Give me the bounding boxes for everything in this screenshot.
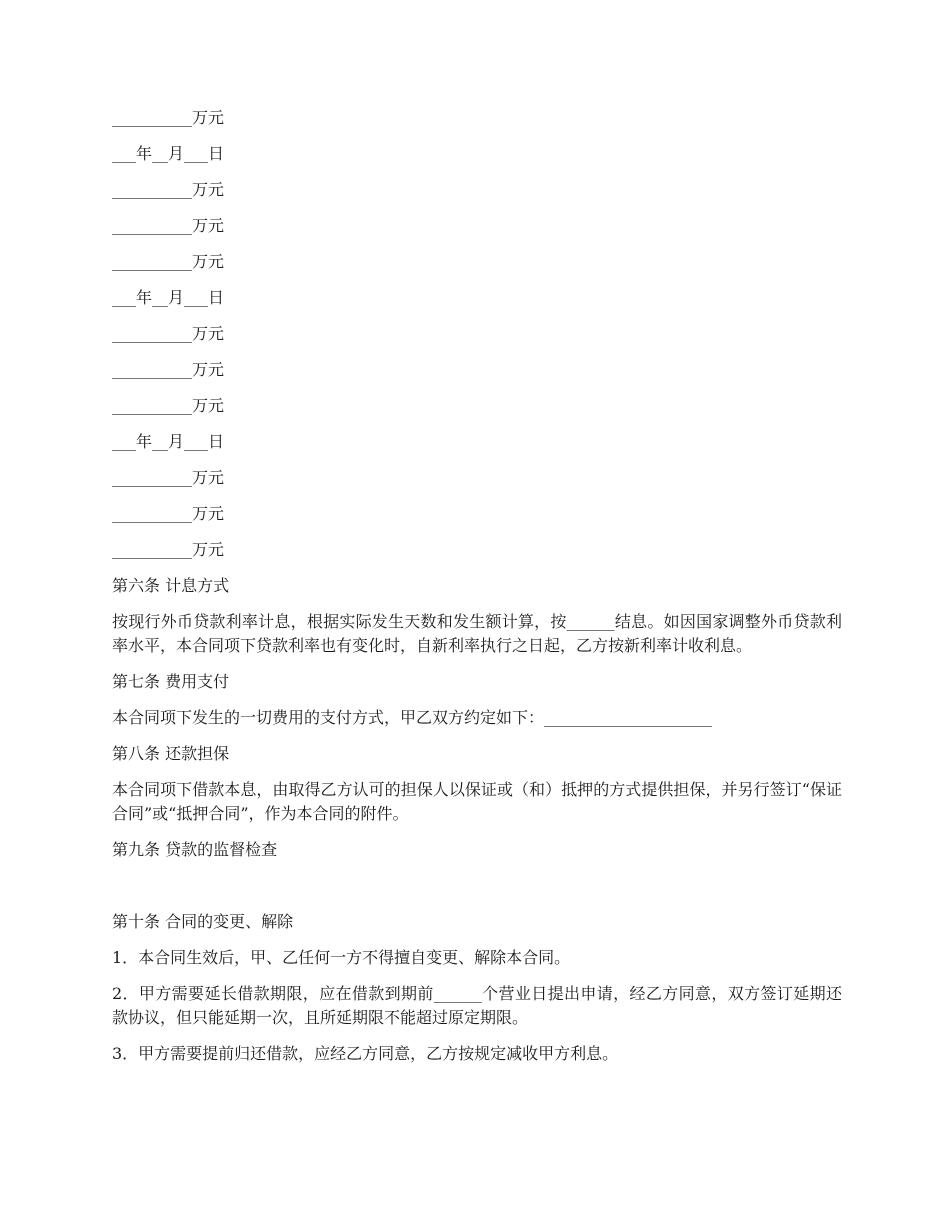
schedule-line: __________万元 <box>112 360 225 379</box>
repayment-schedule <box>112 106 842 562</box>
schedule-line: __________万元 <box>112 540 225 559</box>
schedule-line: __________万元 <box>112 216 225 235</box>
blank-space <box>112 874 842 910</box>
article-6-body: 按现行外币贷款利率计息，根据实际发生天数和发生额计算，按______结息。如因国家调整外币贷款利率水平，本合同项下贷款利率也有变化时，自新利率执行之日起，乙方按新利率计收利息。 <box>112 612 842 655</box>
document-page <box>112 106 842 1078</box>
schedule-line: __________万元 <box>112 252 225 271</box>
schedule-line: __________万元 <box>112 396 225 415</box>
schedule-line: __________万元 <box>112 108 225 127</box>
schedule-date-line: ___年__月___日 <box>112 288 225 307</box>
schedule-date-line: ___年__月___日 <box>112 144 225 163</box>
schedule-line: __________万元 <box>112 324 225 343</box>
schedule-line: __________万元 <box>112 504 225 523</box>
article-10-item: 1．本合同生效后，甲、乙任何一方不得擅自变更、解除本合同。 <box>112 948 571 967</box>
article-7-body: 本合同项下发生的一切费用的支付方式，甲乙双方约定如下：_____________________ <box>112 708 713 727</box>
schedule-line: __________万元 <box>112 180 225 199</box>
article-8-title: 第八条 还款担保 <box>112 744 230 763</box>
article-9-title: 第九条 贷款的监督检查 <box>112 840 278 859</box>
article-10-item: 2．甲方需要延长借款期限，应在借款到期前______个营业日提出申请，经乙方同意，双方签订延期还款协议，但只能延期一次，且所延期限不能超过原定期限。 <box>112 984 842 1027</box>
schedule-date-line: ___年__月___日 <box>112 432 225 451</box>
article-8-body: 本合同项下借款本息，由取得乙方认可的担保人以保证或（和）抵押的方式提供担保，并另行签订“保证合同”或“抵押合同”，作为本合同的附件。 <box>112 780 842 823</box>
article-7-title: 第七条 费用支付 <box>112 672 230 691</box>
article-10-item: 3．甲方需要提前归还借款，应经乙方同意，乙方按规定减收甲方利息。 <box>112 1044 619 1063</box>
article-10-title: 第十条 合同的变更、解除 <box>112 912 294 931</box>
schedule-line: __________万元 <box>112 468 225 487</box>
article-6-title: 第六条 计息方式 <box>112 576 230 595</box>
